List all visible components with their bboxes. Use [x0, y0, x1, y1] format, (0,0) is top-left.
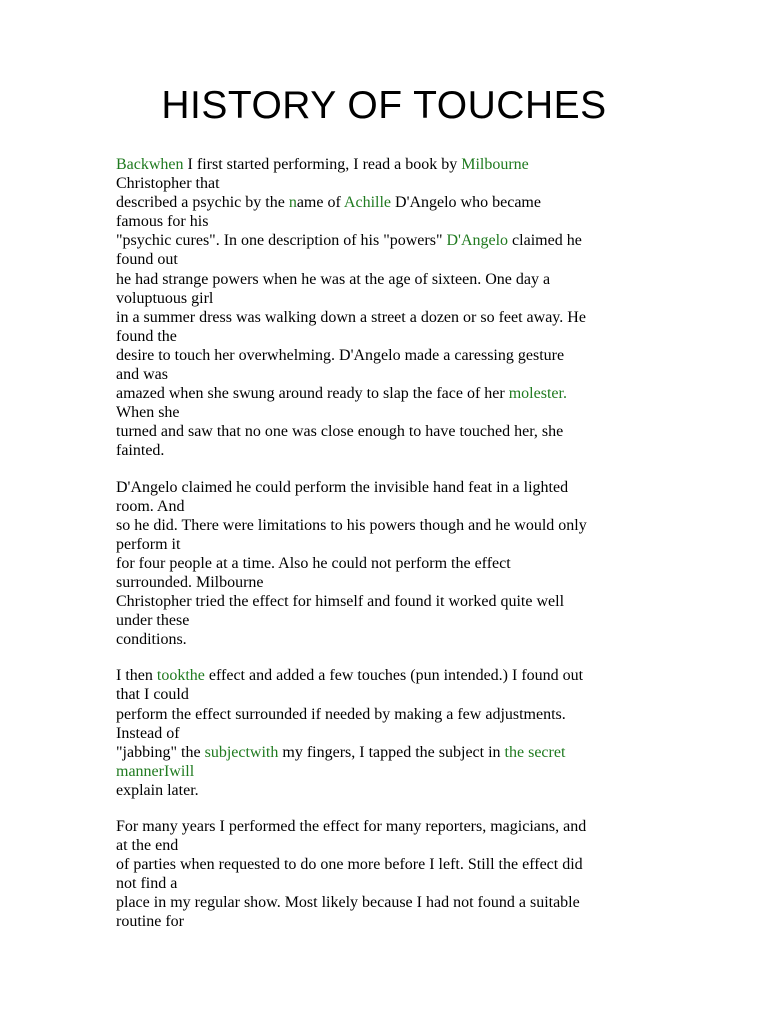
- highlighted-text: molester.: [508, 385, 567, 403]
- text-segment: my fingers, I tapped the subject in: [278, 743, 505, 761]
- text-line: [116, 403, 676, 422]
- text-line: [116, 874, 676, 893]
- text-line: [116, 630, 676, 649]
- text-segment: turned and saw that no one was close enough to have touched her, she: [116, 423, 564, 441]
- text-segment: at the end: [116, 837, 179, 855]
- text-segment: I then: [116, 667, 157, 685]
- text-segment: routine for: [116, 913, 184, 931]
- text-segment: "jabbing" the: [116, 743, 205, 761]
- text-line: [116, 781, 676, 800]
- highlighted-text: tookthe: [156, 667, 205, 685]
- text-segment: effect and added a few touches (pun intended.) I found out: [204, 667, 584, 685]
- text-segment: desire to touch her overwhelming. D'Angelo made a caressing gesture: [116, 346, 565, 364]
- text-line: [116, 611, 676, 630]
- highlighted-text: D'Angelo: [446, 232, 509, 250]
- text-line: [116, 155, 676, 174]
- text-line: [116, 327, 676, 346]
- text-line: [116, 855, 676, 874]
- text-line: [116, 174, 676, 193]
- text-segment: perform the effect surrounded if needed by making a few adjustments.: [116, 705, 566, 723]
- highlighted-text: subjectwith: [204, 743, 279, 761]
- text-line: [116, 422, 676, 441]
- document-body: [116, 155, 676, 949]
- text-segment: claimed he: [508, 232, 582, 250]
- text-segment: amazed when she swung around ready to slap the face of her: [116, 385, 509, 403]
- text-segment: under these: [116, 612, 190, 630]
- text-line: [116, 365, 676, 384]
- text-segment: that I could: [116, 686, 189, 704]
- text-line: [116, 666, 676, 685]
- text-line: [116, 212, 676, 231]
- text-line: [116, 685, 676, 704]
- text-segment: found the: [116, 327, 177, 345]
- text-line: [116, 724, 676, 743]
- text-segment: place in my regular show. Most likely because I had not found a suitable: [116, 894, 580, 912]
- text-line: [116, 478, 676, 497]
- text-line: [116, 893, 676, 912]
- paragraph: [116, 666, 676, 800]
- text-line: [116, 250, 676, 269]
- text-segment: for four people at a time. Also he could not perform the effect: [116, 554, 511, 572]
- text-segment: of parties when requested to do one more before I left. Still the effect did: [116, 856, 583, 874]
- text-segment: conditions.: [116, 631, 187, 649]
- text-line: [116, 270, 676, 289]
- text-line: [116, 384, 676, 403]
- text-line: [116, 762, 676, 781]
- text-segment: described a psychic by the: [116, 194, 289, 212]
- paragraph: [116, 817, 676, 932]
- text-line: [116, 441, 676, 460]
- text-segment: surrounded. Milbourne: [116, 573, 264, 591]
- text-line: [116, 817, 676, 836]
- highlighted-text: mannerIwill: [116, 762, 195, 780]
- text-line: [116, 705, 676, 724]
- text-segment: D'Angelo who became: [391, 194, 541, 212]
- paragraph: [116, 155, 676, 461]
- text-segment: fainted.: [116, 442, 165, 460]
- text-line: [116, 912, 676, 931]
- highlighted-text: Milbourne: [461, 156, 529, 173]
- text-segment: "psychic cures". In one description of his "powers": [116, 232, 447, 250]
- text-line: [116, 193, 676, 212]
- highlighted-text: Backwhen: [116, 156, 184, 173]
- text-segment: Christopher that: [116, 175, 220, 193]
- text-segment: For many years I performed the effect for many reporters, magicians, and: [116, 818, 587, 835]
- highlighted-text: the secret: [504, 743, 566, 761]
- text-line: [116, 346, 676, 365]
- paragraph: [116, 478, 676, 650]
- text-line: [116, 497, 676, 516]
- text-segment: and was: [116, 366, 168, 384]
- highlighted-text: Achille: [343, 194, 392, 212]
- text-line: [116, 743, 676, 762]
- text-segment: perform it: [116, 535, 181, 553]
- text-line: [116, 289, 676, 308]
- text-line: [116, 836, 676, 855]
- text-line: [116, 554, 676, 573]
- text-line: [116, 535, 676, 554]
- text-line: [116, 592, 676, 611]
- highlighted-text: n: [288, 194, 297, 212]
- text-segment: D'Angelo claimed he could perform the invisible hand feat in a lighted: [116, 478, 569, 496]
- text-segment: in a summer dress was walking down a street a dozen or so feet away. He: [116, 308, 586, 326]
- text-segment: room. And: [116, 497, 185, 515]
- text-segment: When she: [116, 404, 180, 422]
- text-segment: Instead of: [116, 724, 180, 742]
- text-segment: I first started performing, I read a book by: [183, 156, 462, 173]
- text-line: [116, 308, 676, 327]
- text-segment: found out: [116, 251, 178, 269]
- text-segment: Christopher tried the effect for himself and found it worked quite well: [116, 593, 565, 611]
- page-title: HISTORY OF TOUCHES: [161, 84, 607, 127]
- text-segment: ame of: [296, 194, 344, 212]
- text-segment: famous for his: [116, 213, 209, 231]
- text-line: [116, 573, 676, 592]
- text-segment: he had strange powers when he was at the age of sixteen. One day a: [116, 270, 551, 288]
- text-segment: so he did. There were limitations to his powers though and he would only: [116, 516, 587, 534]
- text-line: [116, 516, 676, 535]
- text-line: [116, 231, 676, 250]
- text-segment: not find a: [116, 875, 178, 893]
- text-segment: voluptuous girl: [116, 289, 214, 307]
- text-segment: explain later.: [116, 781, 199, 799]
